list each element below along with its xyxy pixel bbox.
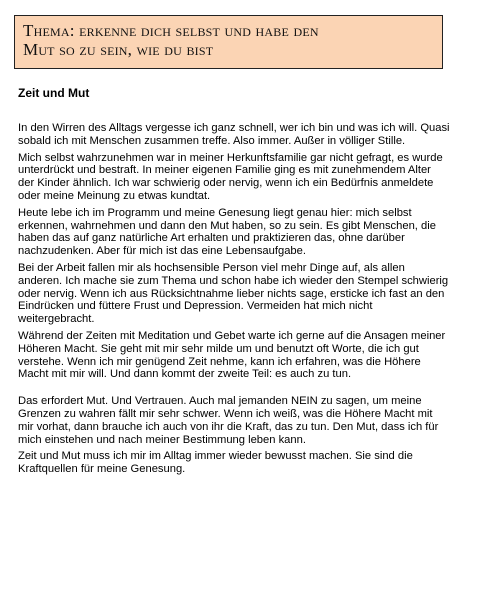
section-heading: Zeit und Mut bbox=[18, 86, 90, 100]
paragraph: In den Wirren des Alltags vergesse ich ganz schnell, wer ich bin und was ich will. Quasi sobald ich mit Menschen zusammen treffe. Also immer. Außer in völliger Stille. bbox=[18, 122, 450, 147]
paragraph: Das erfordert Mut. Und Vertrauen. Auch mal jemanden NEIN zu sagen, um meine Grenzen zu wahren fällt mir sehr schwer. Wenn ich weiß, was die Höhere Macht mit mir vorhat, dann brauche ich auch von ihr die Kraft, das zu tun. Den Mut, dass ich für mich einstehen und nach meiner Bestimmung leben kann. bbox=[18, 395, 439, 446]
theme-title-line-2: Mut so zu sein, wie du bist bbox=[23, 40, 214, 59]
paragraph: Zeit und Mut muss ich mir im Alltag immer wieder bewusst machen. Sie sind die Kraftquellen für meine Genesung. bbox=[18, 450, 413, 476]
theme-title-line-1: Thema: erkenne dich selbst und habe den bbox=[23, 21, 319, 40]
body-text bbox=[18, 122, 450, 480]
paragraph: Mich selbst wahrzunehmen war in meiner Herkunftsfamilie gar nicht gefragt, es wurde unterdrückt und bestraft. In meiner eigenen Familie ging es mit zunehmendem Alter der Kinder ähnlich. Ich war schwierig oder nervig, wenn ich ein Bedürfnis anmeldete oder meine Meinung zu etwas kundtat. bbox=[18, 151, 443, 202]
paragraph: Heute lebe ich im Programm und meine Genesung liegt genau hier: mich selbst erkennen, wahrnehmen und dann den Mut haben, so zu sein. Es gibt Menschen, die haben das auf ganz natürliche Art erhalten und praktizieren das, ohne darüber nachzudenken. Aber für mich ist das eine Lebensaufgabe. bbox=[18, 206, 436, 258]
theme-title bbox=[23, 21, 434, 59]
paragraph: Bei der Arbeit fallen mir als hochsensible Person viel mehr Dinge auf, als allen anderen. Ich mache sie zum Thema und schon habe ich wieder den Stempel schwierig oder nervig. Wenn ich aus Rücksichtnahme lieber nichts sage, ersticke ich fast an den Eindrücken und füttere Frust und Depression. Vermeiden hat mich nicht weitergebracht. bbox=[18, 261, 449, 326]
paragraph: Während der Zeiten mit Meditation und Gebet warte ich gerne auf die Ansagen meiner Höheren Macht. Sie geht mit mir sehr milde um und benutzt oft Worte, die ich gut verstehe. Wenn ich mir genügend Zeit nehme, kann ich erfahren, was die Höhere Macht mit mir will. Und dann kommt der zweite Teil: es auch zu tun. bbox=[18, 329, 446, 381]
theme-box bbox=[14, 15, 443, 69]
